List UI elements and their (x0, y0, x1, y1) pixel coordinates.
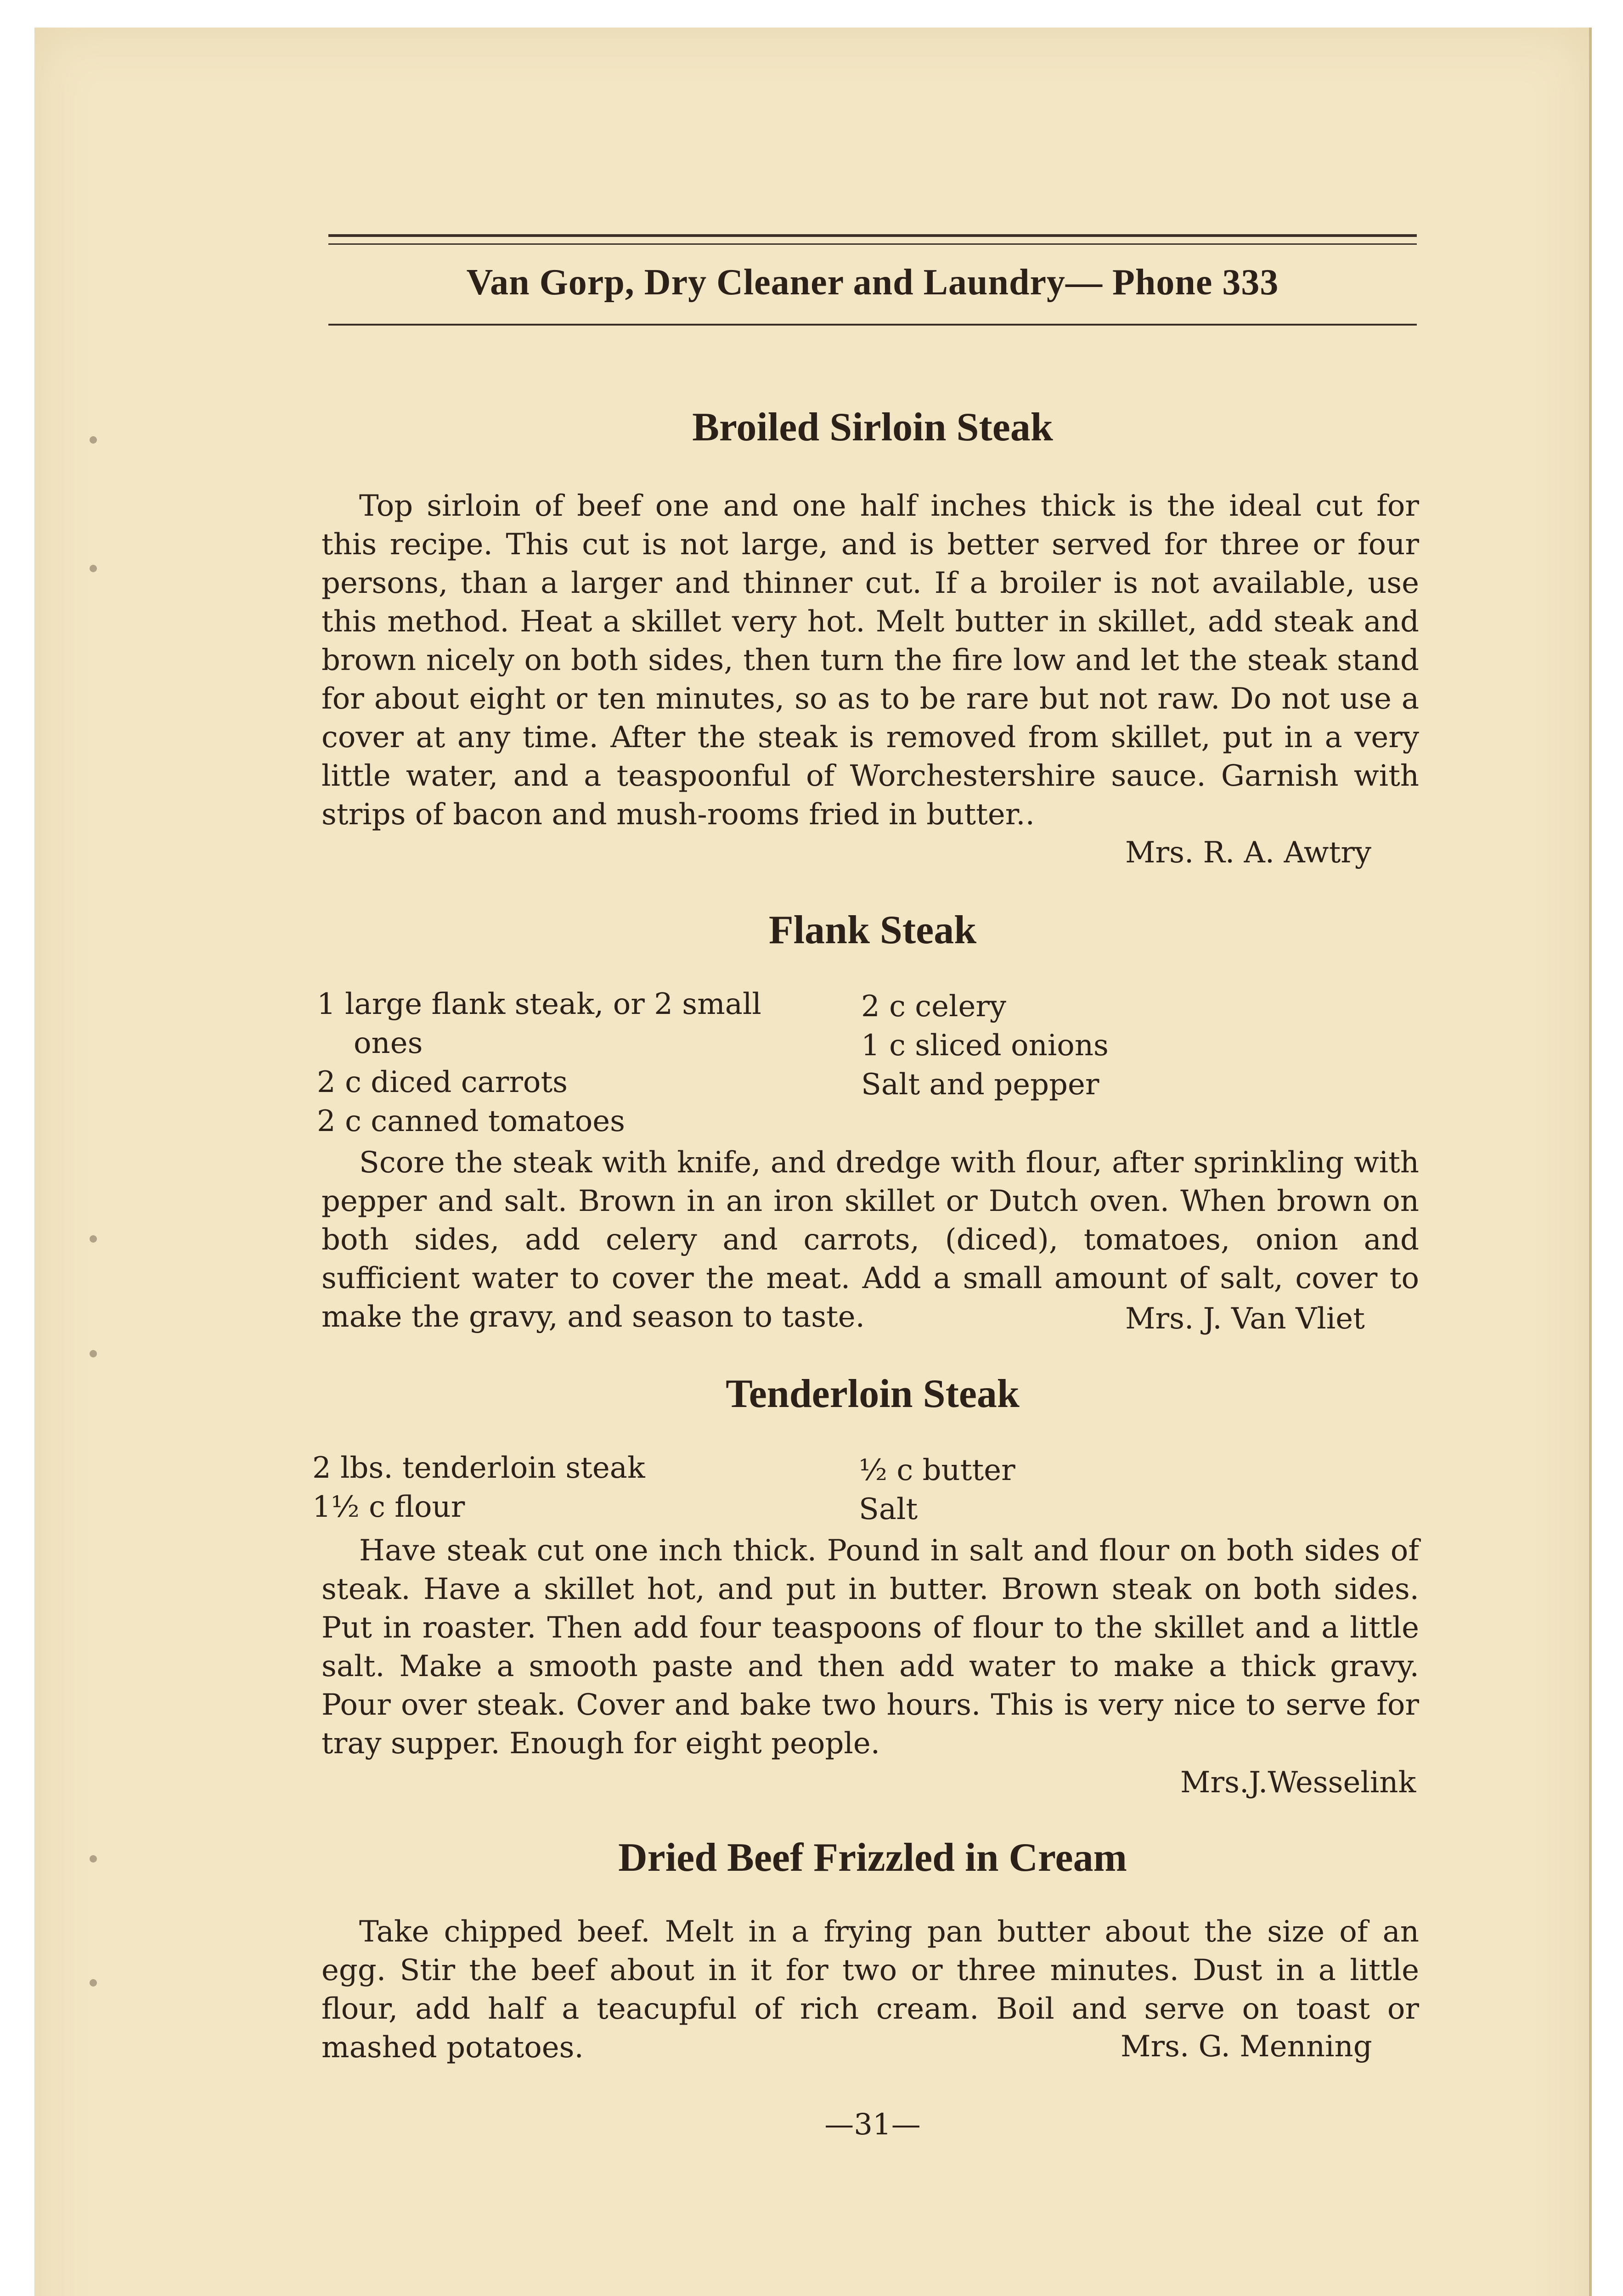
ingredient: ones (354, 1026, 423, 1060)
binding-hole (90, 436, 97, 444)
header-top-rule-thin (328, 243, 1417, 245)
header-bottom-rule (328, 324, 1417, 326)
binding-hole (90, 1350, 97, 1357)
recipe-author: Mrs.J.Wesselink (1180, 1766, 1416, 1800)
recipe-title: Flank Steak (768, 908, 977, 952)
binding-hole (90, 1855, 97, 1863)
recipe-body (321, 1531, 1419, 1763)
header-top-rule (328, 234, 1417, 237)
recipe-body (321, 487, 1419, 834)
binding-hole (90, 1979, 97, 1986)
ingredient: 1½ c flour (312, 1490, 465, 1524)
ingredient: Salt (859, 1492, 918, 1526)
recipe-title: Tenderloin Steak (726, 1372, 1020, 1416)
ingredient: 2 c canned tomatoes (317, 1104, 625, 1138)
recipe-author: Mrs. G. Menning (1121, 2030, 1372, 2064)
ingredient: 1 c sliced onions (861, 1029, 1109, 1063)
recipe-author: Mrs. J. Van Vliet (1125, 1302, 1365, 1336)
binding-hole (90, 1235, 97, 1243)
ingredient: ½ c butter (859, 1453, 1015, 1487)
recipe-instructions: Take chipped beef. Melt in a frying pan butter about the size of an egg. Stir the beef about in it for two or three minutes. Dust in a little flour, add half a teacupful of rich cream. Boil and serve on toast or mashed potatoes. (321, 1915, 1419, 2065)
ingredient: 1 large flank steak, or 2 small (317, 987, 761, 1021)
binding-hole (90, 565, 97, 572)
recipe-instructions: Have steak cut one inch thick. Pound in salt and flour on both sides of steak. Have a skillet hot, and put in butter. Brown steak on both sides. Put in roaster. Then add four teaspoons of flour to the skillet and a little salt. Make a smooth paste and then add water to make a thick gravy. Pour over steak. Cover and bake two hours. This is very nice to serve for tray supper. Enough for eight people. (321, 1534, 1419, 1761)
page-header: Van Gorp, Dry Cleaner and Laundry— Phone 333 (466, 262, 1279, 303)
ingredient: 2 c diced carrots (317, 1065, 568, 1099)
ingredient: 2 lbs. tenderloin steak (312, 1451, 645, 1485)
recipe-instructions: Score the steak with knife, and dredge with flour, after sprinkling with pepper and salt. Brown in an iron skillet or Dutch oven. When brown on both sides, add celery and carrots, (diced), tomatoes, onion and sufficient water to cover the meat. Add a small amount of salt, cover to make the gravy, and season to taste. (321, 1146, 1419, 1334)
ingredient: 2 c celery (861, 990, 1007, 1024)
recipe-author: Mrs. R. A. Awtry (1125, 836, 1372, 870)
recipe-instructions: Top sirloin of beef one and one half inches thick is the ideal cut for this recipe. This cut is not large, and is better served for three or four persons, than a larger and thinner cut. If a broiler is not available, use this method. Heat a skillet very hot. Melt butter in skillet, add steak and brown nicely on both sides, then turn the fire low and let the steak stand for about eight or ten minutes, so as to be rare but not raw. Do not use a cover at any time. After the steak is removed from skillet, put in a very little water, and a teaspoonful of Worchestershire sauce. Garnish with strips of bacon and mush-rooms fried in butter.. (321, 489, 1419, 832)
recipe-title: Dried Beef Frizzled in Cream (618, 1835, 1127, 1880)
page-number: —31— (824, 2108, 921, 2142)
ingredient: Salt and pepper (861, 1068, 1099, 1102)
recipe-title: Broiled Sirloin Steak (692, 405, 1053, 450)
